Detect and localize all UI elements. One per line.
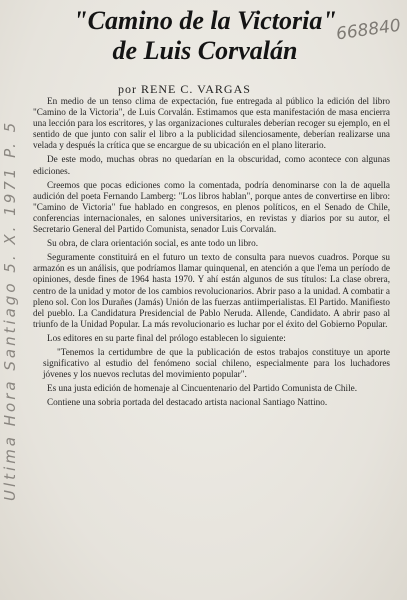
article-title-line-1: "Camino de la Victoria"	[73, 6, 337, 35]
article-title	[30, 6, 380, 66]
article-body	[33, 96, 390, 411]
article-paragraph: De este modo, muchas obras no quedarían en la obscuridad, como acontece con algunas ediciones.	[33, 154, 390, 176]
article-paragraph: Seguramente constituirá en el futuro un texto de consulta para nuevos cuadros. Porque su armazón es un análisis, que podríamos llamar quinquenal, en atención a que l'ema un período de opiniones, desde fines de 1964 hasta 1970. Y ahí están algunos de sus títulos: La clase obrera, centro de la unidad y motor de los cambios revolucionarios. Abrir paso a la unidad. A combatir a pleno sol. Con los Durañes (Jamás) Unión de las fuerzas antiimperialistas. El Partido. Manifiesto del pueblo. La Candidatura Presidencial de Pablo Neruda. Allende, Candidato. A abrir paso al triunfo de la Unidad Popular. La más revolucionario es luchar por el éxito del Gobierno Popular.	[33, 252, 390, 329]
article-paragraph: Los editores en su parte final del prólogo establecen lo siguiente:	[47, 332, 286, 343]
article-paragraph: Su obra, de clara orientación social, es ante todo un libro.	[47, 238, 258, 249]
article-paragraph: Contiene una sobria portada del destacado artista nacional Santiago Nattino.	[47, 397, 328, 408]
catalog-number: 668840	[335, 15, 403, 45]
article-title-line-2: de Luis Corvalán	[112, 36, 298, 65]
article-paragraph: Es una justa edición de homenaje al Cincuentenario del Partido Comunista de Chile.	[47, 383, 358, 394]
margin-handwriting: Ultima Hora Santiago 5. X. 1971 P. 5	[1, 119, 19, 501]
article-paragraph: Creemos que pocas ediciones como la comentada, podría denominarse con la de aquella audición del poeta Fernando Lamberg: "Los libros hablan", porque antes de convertirse en libro: "Camino de Victoria" fue hablado en congresos, en plenos políticos, en el Senado de Chile, conferencias internacionales, en salones universitarios, en revistas y diarios por su autor, el Secretario General del Partido Comunista, senador Luis Corvalán.	[33, 179, 390, 235]
article-byline: por RENE C. VARGAS	[118, 82, 251, 96]
article-paragraph: En medio de un tenso clima de expectación, fue entregada al público la edición del libro "Camino de la Victoria", de Luis Corvalán. Estimamos que esta manifestación de masa encierra una lección para los escritores, y las organizaciones culturales deberían recoger su ejemplo, en el sentido de que junto con salir el libro a la publicidad silenciosamente, deberían realizarse una velada y después la crítica que se encargue de su ubicación en el plano literario.	[33, 96, 390, 151]
article-quote: "Tenemos la certidumbre de que la publicación de estos trabajos constituye un aporte significativo al estudio del fenómeno social chileno, especialmente para los luchadores jóvenes y los nuevos reclutas del movimiento popular".	[43, 346, 390, 380]
